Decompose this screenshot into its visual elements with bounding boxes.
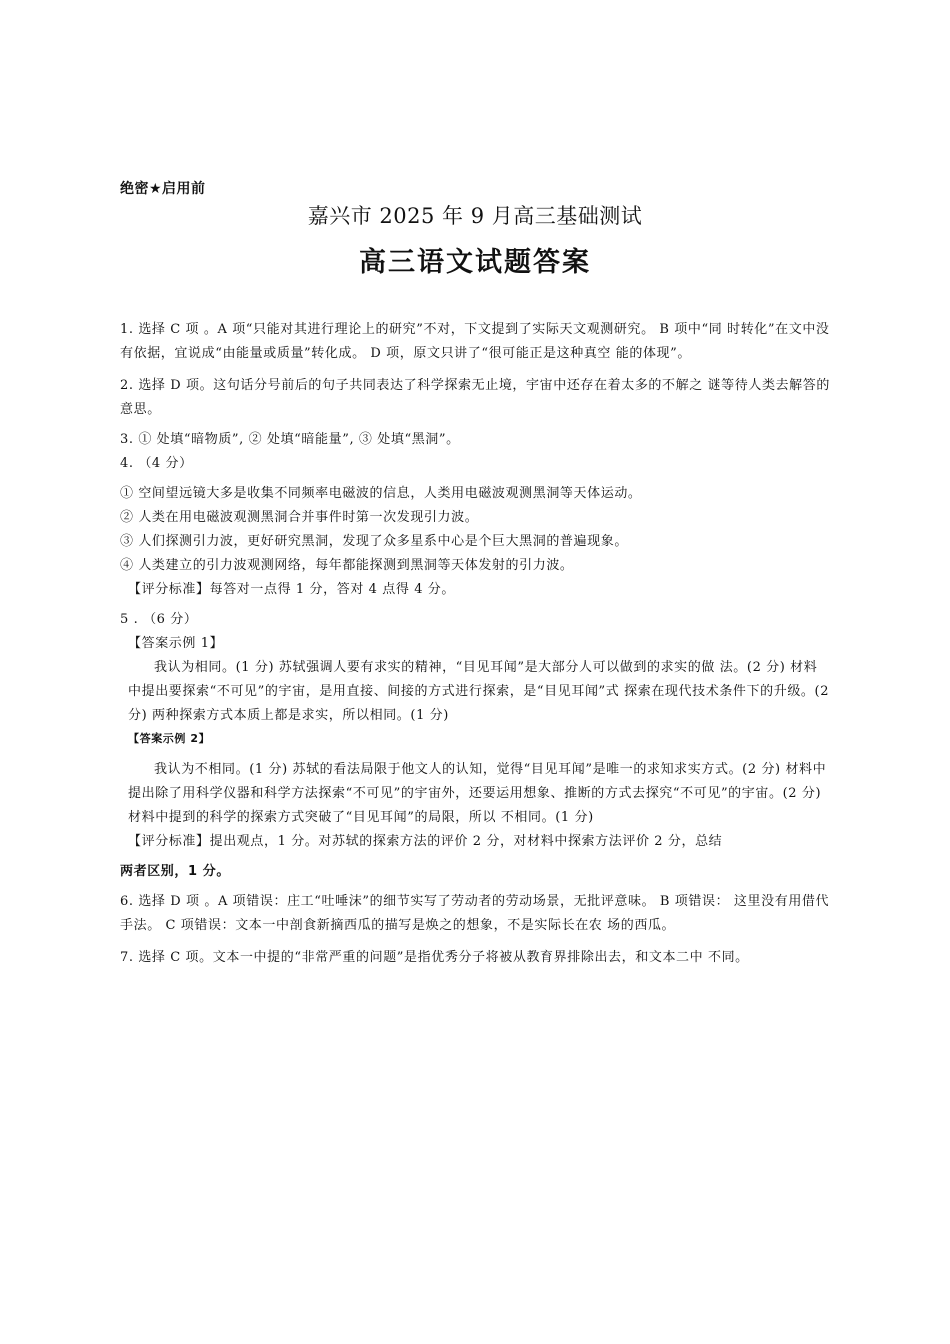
answer-q5-criteria-end: 两者区别，1 分。 [120, 864, 230, 879]
answer-q4-heading: 4. （4 分） [120, 456, 193, 471]
answer-q2: 2. 选择 D 项。这句话分号前后的句子共同表达了科学探索无止境，宇宙中还存在着太多的不解之 谜等待人类去解答的意思。 [120, 378, 830, 417]
answer-q1: 1. 选择 C 项 。A 项“只能对其进行理论上的研究”不对，下文提到了实际天文观测研究。 B 项中“同 时转化”在文中没有依据，宜说成“由能量或质量”转化成。 D 项，原文只讲了“很可能正是这种真空 能的体现”。 [120, 322, 830, 361]
answer-q4-point-3: ③ 人们探测引力波，更好研究黑洞，发现了众多星系中心是个巨大黑洞的普遍现象。 [120, 534, 628, 549]
secret-label: 绝密★启用前 [120, 181, 206, 197]
exam-subtitle: 嘉兴市 2025 年 9 月高三基础测试 [307, 204, 643, 228]
answer-q6: 6. 选择 D 项 。A 项错误：庄工“吐唾沫”的细节实写了劳动者的劳动场景，无批评意味。 B 项错误： 这里没有用借代手法。 C 项错误：文本一中剖食新摘西瓜的描写是焕之的想象，不是实际长在农 场的西瓜。 [120, 894, 830, 933]
page-title: 高三语文试题答案 [359, 247, 591, 278]
answer-q5-criteria: 【评分标准】提出观点，1 分。对苏轼的探索方法的评价 2 分，对材料中探索方法评价 2 分，总结 [128, 834, 723, 849]
answer-q5-example1-text: 我认为相同。(1 分) 苏轼强调人要有求实的精神，“目见耳闻”是大部分人可以做到的求实的做 法。(2 分) 材料中提出要探索“不可见”的宇宙，是用直接、间接的方式进行探索，是“目见耳闻”式 探索在现代技术条件下的升级。(2 分) 两种探索方式本质上都是求实，所以相同。(1 分) [128, 660, 830, 723]
answer-q4-point-2: ② 人类在用电磁波观测黑洞合并事件时第一次发现引力波。 [120, 510, 479, 525]
answer-q7: 7. 选择 C 项。文本一中提的“非常严重的问题”是指优秀分子将被从教育界排除出去，和文本二中 不同。 [120, 950, 749, 965]
answer-q4-point-4: ④ 人类建立的引力波观测网络，每年都能探测到黑洞等天体发射的引力波。 [120, 558, 574, 573]
answer-q5-heading: 5 . （6 分） [120, 612, 198, 627]
answer-q5-example2-label: 【答案示例 2】 [128, 732, 211, 745]
answer-q5-example1-label: 【答案示例 1】 [128, 636, 224, 651]
answer-q4-criteria: 【评分标准】每答对一点得 1 分，答对 4 点得 4 分。 [128, 582, 456, 597]
answer-q3: 3. ① 处填“暗物质”, ② 处填“暗能量”, ③ 处填“黑洞”。 [120, 432, 460, 447]
answer-content [120, 318, 830, 970]
answer-q4-point-1: ① 空间望远镜大多是收集不同频率电磁波的信息，人类用电磁波观测黑洞等天体运动。 [120, 486, 642, 501]
answer-q5-example2-text: 我认为不相同。(1 分) 苏轼的看法局限于他文人的认知，觉得“目见耳闻”是唯一的求知求实方式。(2 分) 材料中提出除了用科学仪器和科学方法探索“不可见”的宇宙外，还要运用想象、推断的方式去探究“不可见”的宇宙。(2 分) 材料中提到的科学的探索方式突破了“目见耳闻”的局限，所以 不相同。(1 分) [128, 762, 827, 825]
